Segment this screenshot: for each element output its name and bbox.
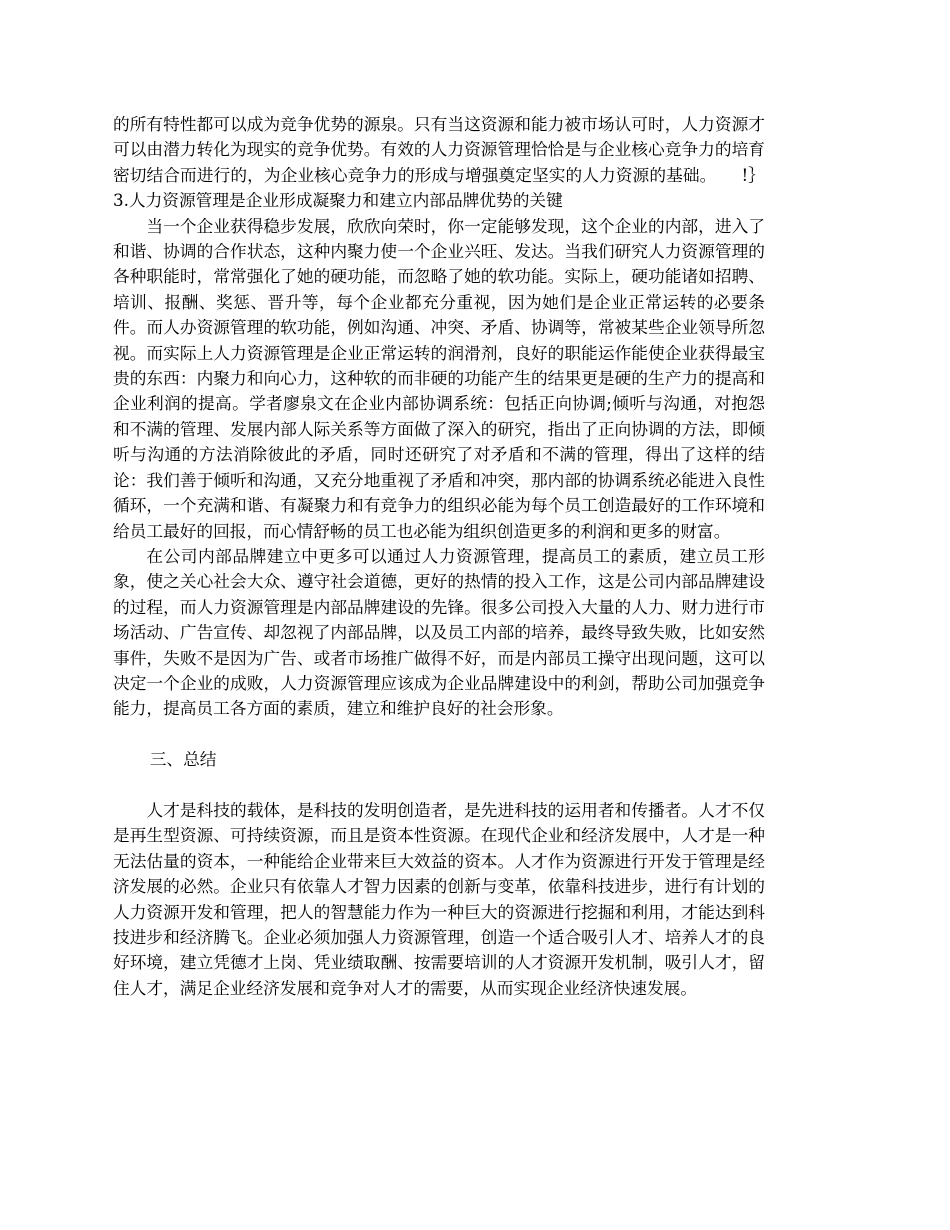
spacer (113, 722, 765, 747)
section-heading-summary: 三、总结 (149, 749, 217, 770)
document-page (113, 112, 765, 1001)
paragraph-cohesion: 当一个企业获得稳步发展，欣欣向荣时，你一定能够发现，这个企业的内部，进入了和谐、协调的合作状态，这种内聚力使一个企业兴旺、发达。当我们研究人力资源管理的各种职能时，常常强化了她的硬功能，而忽略了她的软功能。实际上，硬功能诸如招聘、培训、报酬、奖惩、晋升等，每个企业都充分重视，因为她们是企业正常运转的必要条件。而人办资源管理的软功能，例如沟通、冲突、矛盾、协调等，常被某些企业领导所忽视。而实际上人力资源管理是企业正常运转的润滑剂，良好的职能运作能使企业获得最宝贵的东西：内聚力和向心力，这种软的而非硬的功能产生的结果更是硬的生产力的提高和企业利润的提高。学者廖泉文在企业内部协调系统：包括正向协调;倾听与沟通，对抱怨和不满的管理、发展内部人际关系等方面做了深入的研究，指出了正向协调的方法，即倾听与沟通的方法消除彼此的矛盾，同时还研究了对矛盾和不满的管理，得出了这样的结论：我们善于倾听和沟通，又充分地重视了矛盾和冲突，那内部的协调系统必能进入良性循环，一个充满和谐、有凝聚力和有竞争力的组织必能为每个员工创造最好的工作环境和给员工最好的回报，而心情舒畅的员工也必能为组织创造更多的利润和更多的财富。 (113, 215, 765, 541)
spacer (113, 773, 765, 798)
paragraph-core-competence: 的所有特性都可以成为竞争优势的源泉。只有当这资源和能力被市场认可时，人力资源才可以由潜力转化为现实的竞争优势。有效的人力资源管理恰恰是与企业核心竞争力的培育密切结合而进行的，为企业核心竞争力的形成与增强奠定坚实的人力资源的基础。 !｝3.人力资源管理是企业形成凝聚力和建立内部品牌优势的关键 (113, 114, 765, 211)
paragraph-internal-brand: 在公司内部品牌建立中更多可以通过人力资源管理，提高员工的素质，建立员工形象，使之关心社会大众、遵守社会道德，更好的热情的投入工作，这是公司内部品牌建设的过程，而人力资源管理是内部品牌建设的先锋。很多公司投入大量的人力、财力进行市场活动、广告宣传、却忽视了内部品牌，以及员工内部的培养，最终导致失败，比如安然事件，失败不是因为广告、或者市场推广做得不好，而是内部员工操守出现问题，这可以决定一个企业的成败，人力资源管理应该成为企业品牌建设中的利剑，帮助公司加强竞争能力，提高员工各方面的素质，建立和维护良好的社会形象。 (113, 545, 765, 719)
paragraph-talent: 人才是科技的载体，是科技的发明创造者，是先进科技的运用者和传播者。人才不仅是再生型资源、可持续资源，而且是资本性资源。在现代企业和经济发展中，人才是一种无法估量的资本，一种能给企业带来巨大效益的资本。人才作为资源进行开发于管理是经济发展的必然。企业只有依靠人才智力因素的创新与变革，依靠科技进步，进行有计划的人力资源开发和管理，把人的智慧能力作为一种巨大的资源进行挖掘和利用，才能达到科技进步和经济腾飞。企业必须加强人力资源管理，创造一个适合吸引人才、培养人才的良好环境，建立凭德才上岗、凭业绩取酬、按需要培训的人才资源开发机制，吸引人才，留住人才，满足企业经济发展和竞争对人才的需要，从而实现企业经济快速发展。 (113, 799, 765, 998)
